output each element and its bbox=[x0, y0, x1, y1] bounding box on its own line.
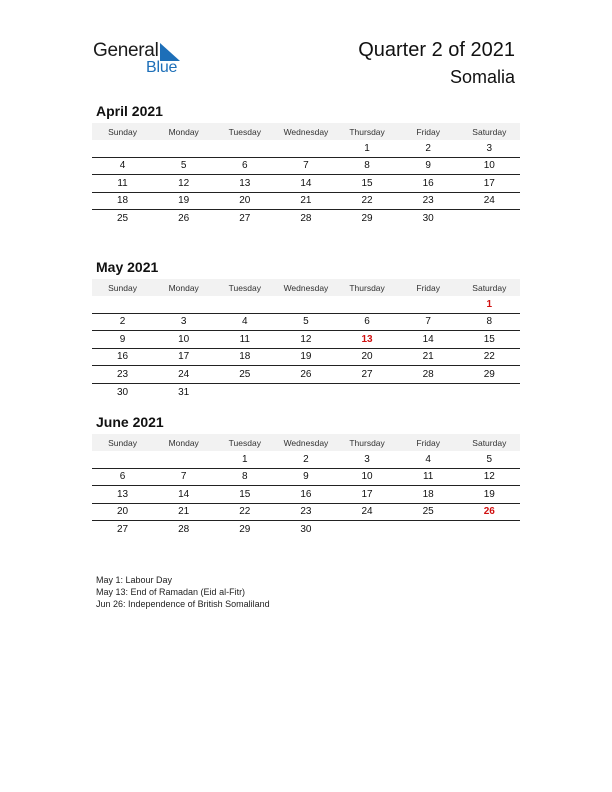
day-cell: 26 bbox=[483, 506, 495, 518]
calendar-grid bbox=[92, 434, 520, 539]
day-cell: 7 bbox=[180, 471, 187, 483]
day-cell: 15 bbox=[239, 488, 251, 500]
weekday-header: Thursday bbox=[349, 282, 385, 293]
holiday-note: May 13: End of Ramadan (Eid al-Fitr) bbox=[96, 587, 246, 598]
day-cell: 22 bbox=[483, 351, 495, 363]
day-cell: 9 bbox=[303, 471, 309, 483]
day-cell: 18 bbox=[239, 351, 251, 363]
day-cell: 29 bbox=[483, 368, 495, 380]
week-row bbox=[92, 314, 520, 332]
day-cell: 4 bbox=[242, 316, 248, 328]
day-cell: 17 bbox=[178, 351, 190, 363]
day-cell: 19 bbox=[483, 488, 495, 500]
day-cell: 28 bbox=[178, 524, 190, 536]
day-cell: 13 bbox=[361, 333, 373, 345]
week-row bbox=[92, 504, 520, 522]
day-cell: 13 bbox=[117, 488, 129, 500]
day-cell: 5 bbox=[180, 160, 187, 172]
day-cell: 25 bbox=[239, 368, 251, 380]
day-cell: 2 bbox=[425, 142, 431, 154]
day-cell: 9 bbox=[119, 333, 126, 345]
country-name: Somalia bbox=[449, 67, 515, 87]
day-cell: 23 bbox=[422, 195, 434, 207]
day-cell: 9 bbox=[425, 160, 431, 172]
weekday-header: Tuesday bbox=[228, 437, 261, 448]
day-cell: 10 bbox=[483, 160, 495, 172]
week-row bbox=[92, 366, 520, 384]
month-title: April 2021 bbox=[96, 103, 163, 119]
calendar-grid bbox=[92, 123, 520, 228]
day-cell: 28 bbox=[422, 368, 434, 380]
day-cell: 10 bbox=[178, 333, 190, 345]
day-cell: 14 bbox=[300, 177, 312, 189]
day-cell: 22 bbox=[239, 506, 251, 518]
day-cell: 1 bbox=[486, 298, 493, 310]
month-title: May 2021 bbox=[96, 259, 159, 275]
day-cell: 21 bbox=[422, 351, 434, 363]
month-title: June 2021 bbox=[96, 414, 164, 430]
day-cell: 15 bbox=[361, 177, 373, 189]
weekday-header: Monday bbox=[168, 437, 199, 448]
day-cell: 24 bbox=[483, 195, 495, 207]
day-cell: 18 bbox=[117, 195, 129, 207]
weekday-header: Saturday bbox=[472, 282, 507, 293]
day-cell: 26 bbox=[178, 213, 190, 225]
day-cell: 16 bbox=[117, 351, 129, 363]
day-cell: 23 bbox=[300, 506, 312, 518]
weekday-header-row bbox=[92, 123, 520, 140]
week-row bbox=[92, 521, 520, 539]
day-cell: 18 bbox=[422, 488, 434, 500]
day-cell: 5 bbox=[486, 453, 493, 465]
day-cell: 25 bbox=[422, 506, 434, 518]
week-row bbox=[92, 175, 520, 193]
weekday-header-row bbox=[92, 279, 520, 296]
day-cell: 11 bbox=[239, 333, 250, 345]
weekday-header: Wednesday bbox=[283, 282, 329, 293]
day-cell: 14 bbox=[422, 333, 434, 345]
day-cell: 14 bbox=[178, 488, 190, 500]
week-row bbox=[92, 158, 520, 176]
day-cell: 8 bbox=[242, 471, 248, 483]
weekday-header: Thursday bbox=[349, 126, 385, 137]
day-cell: 11 bbox=[117, 177, 128, 189]
day-cell: 20 bbox=[117, 506, 129, 518]
day-cell: 10 bbox=[361, 471, 373, 483]
weekday-header: Tuesday bbox=[228, 126, 261, 137]
day-cell: 6 bbox=[242, 160, 248, 172]
day-cell: 7 bbox=[425, 316, 431, 328]
day-cell: 27 bbox=[361, 368, 373, 380]
day-cell: 16 bbox=[300, 488, 312, 500]
logo-general-text: General bbox=[93, 40, 159, 61]
weekday-header: Monday bbox=[168, 126, 199, 137]
week-row bbox=[92, 210, 520, 228]
day-cell: 27 bbox=[117, 524, 129, 536]
holiday-note: May 1: Labour Day bbox=[96, 575, 173, 585]
day-cell: 24 bbox=[361, 506, 373, 518]
day-cell: 6 bbox=[364, 316, 370, 328]
day-cell: 28 bbox=[300, 213, 312, 225]
day-cell: 19 bbox=[178, 195, 190, 207]
day-cell: 25 bbox=[117, 213, 129, 225]
day-cell: 19 bbox=[300, 351, 312, 363]
day-cell: 4 bbox=[425, 453, 431, 465]
day-cell: 7 bbox=[303, 160, 309, 172]
day-cell: 27 bbox=[239, 213, 251, 225]
day-cell: 3 bbox=[486, 142, 493, 154]
day-cell: 2 bbox=[303, 453, 309, 465]
weekday-header: Monday bbox=[168, 282, 199, 293]
weekday-header: Sunday bbox=[108, 282, 137, 293]
week-row bbox=[92, 469, 520, 487]
week-row bbox=[92, 486, 520, 504]
day-cell: 30 bbox=[422, 213, 434, 225]
day-cell: 12 bbox=[483, 471, 495, 483]
weekday-header: Thursday bbox=[349, 437, 385, 448]
logo bbox=[93, 40, 193, 80]
day-cell: 12 bbox=[300, 333, 312, 345]
weekday-header-row bbox=[92, 434, 520, 451]
day-cell: 21 bbox=[300, 195, 312, 207]
calendar-grid bbox=[92, 279, 520, 401]
day-cell: 26 bbox=[300, 368, 312, 380]
day-cell: 20 bbox=[361, 351, 373, 363]
day-cell: 2 bbox=[119, 316, 126, 328]
day-cell: 8 bbox=[364, 160, 370, 172]
day-cell: 15 bbox=[483, 333, 495, 345]
day-cell: 5 bbox=[303, 316, 309, 328]
weekday-header: Tuesday bbox=[228, 282, 261, 293]
week-row bbox=[92, 140, 520, 158]
day-cell: 20 bbox=[239, 195, 251, 207]
day-cell: 4 bbox=[119, 160, 126, 172]
day-cell: 30 bbox=[300, 524, 312, 536]
day-cell: 16 bbox=[422, 177, 434, 189]
page-title: Quarter 2 of 2021 bbox=[358, 39, 515, 61]
week-row bbox=[92, 296, 520, 314]
day-cell: 3 bbox=[180, 316, 187, 328]
day-cell: 21 bbox=[178, 506, 190, 518]
weekday-header: Saturday bbox=[472, 126, 507, 137]
day-cell: 11 bbox=[422, 471, 434, 483]
day-cell: 17 bbox=[483, 177, 495, 189]
week-row bbox=[92, 384, 520, 402]
weekday-header: Saturday bbox=[472, 437, 507, 448]
week-row bbox=[92, 331, 520, 349]
weekday-header: Sunday bbox=[108, 126, 137, 137]
week-row bbox=[92, 193, 520, 211]
week-row bbox=[92, 451, 520, 469]
day-cell: 8 bbox=[486, 316, 493, 328]
holiday-note: Jun 26: Independence of British Somaliland bbox=[96, 599, 270, 610]
day-cell: 24 bbox=[178, 368, 190, 380]
holiday-notes bbox=[96, 574, 270, 611]
day-cell: 6 bbox=[119, 471, 126, 483]
day-cell: 13 bbox=[239, 177, 251, 189]
day-cell: 23 bbox=[117, 368, 129, 380]
day-cell: 1 bbox=[364, 142, 370, 154]
day-cell: 1 bbox=[242, 453, 248, 465]
day-cell: 12 bbox=[178, 177, 190, 189]
day-cell: 3 bbox=[364, 453, 370, 465]
day-cell: 29 bbox=[239, 524, 251, 536]
week-row bbox=[92, 349, 520, 367]
logo-blue-text: Blue bbox=[146, 59, 178, 76]
weekday-header: Wednesday bbox=[283, 126, 329, 137]
day-cell: 30 bbox=[117, 386, 129, 398]
weekday-header: Wednesday bbox=[283, 437, 329, 448]
day-cell: 31 bbox=[178, 386, 190, 398]
day-cell: 17 bbox=[361, 488, 373, 500]
weekday-header: Friday bbox=[416, 282, 440, 293]
day-cell: 29 bbox=[361, 213, 373, 225]
weekday-header: Friday bbox=[416, 126, 440, 137]
weekday-header: Sunday bbox=[108, 437, 137, 448]
weekday-header: Friday bbox=[416, 437, 440, 448]
day-cell: 22 bbox=[361, 195, 373, 207]
